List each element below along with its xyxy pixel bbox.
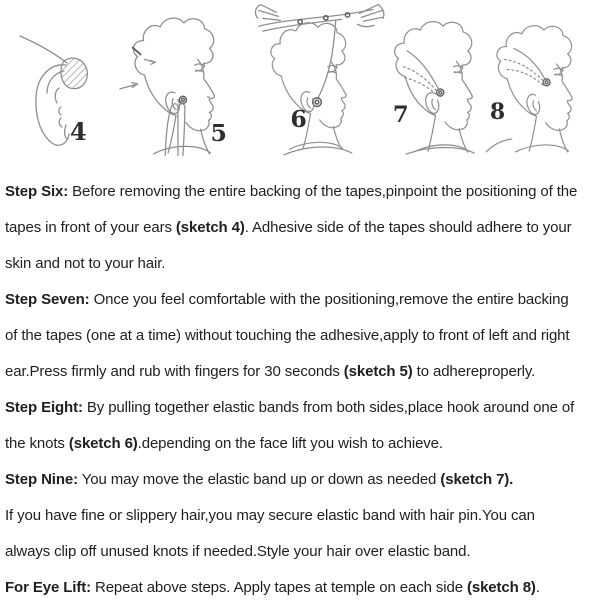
band-dotted-line — [504, 59, 542, 80]
hook-ring-center — [315, 100, 319, 104]
band-knot — [345, 13, 349, 17]
sketch-figure-strip — [0, 0, 600, 168]
ear-tragus-line-2 — [59, 118, 62, 127]
text-run: If you have fine or slippery hair,you may secure elastic band with hair pin.You can — [5, 507, 535, 524]
collar-line — [515, 145, 568, 152]
instruction-line-3 — [5, 246, 597, 282]
text-run: Step Nine: — [5, 471, 78, 488]
text-run: the knots — [5, 435, 69, 452]
instruction-line-7 — [5, 390, 597, 426]
back-of-head — [144, 75, 176, 115]
instruction-line-10 — [5, 498, 597, 534]
instruction-line-6 — [5, 354, 597, 390]
text-run: Step Six: — [5, 183, 69, 200]
shoulder-line — [486, 139, 512, 152]
hook-ring-center — [439, 91, 442, 94]
text-run: Before removing the entire backing of the tapes,pinpoint the positioning of the — [68, 183, 578, 200]
text-run: ear.Press firmly and rub with fingers for 30 seconds — [5, 363, 344, 380]
instruction-line-9 — [5, 462, 597, 498]
text-run: Step Eight: — [5, 399, 83, 416]
instruction-line-8 — [5, 426, 597, 462]
text-run: (sketch 8) — [466, 579, 536, 596]
eye-line — [196, 71, 204, 72]
press-tape-with-fingers-sketch — [112, 10, 240, 156]
text-run: . — [535, 579, 540, 596]
ear-tragus-line — [59, 107, 61, 115]
sketch-number: 4 — [70, 117, 87, 146]
instructions-text — [5, 174, 597, 600]
text-run: By pulling together elastic bands from both sides,place hook around one of — [82, 399, 575, 416]
instruction-line-2 — [5, 210, 597, 246]
text-run: to adhereproperly. — [412, 363, 536, 380]
collar-line — [153, 146, 210, 154]
instruction-line-1 — [5, 174, 597, 210]
temple-hook-ring — [543, 79, 550, 86]
finger-edge-2 — [183, 107, 185, 156]
text-run: (sketch 5) — [343, 363, 413, 380]
head-figure — [271, 23, 352, 155]
text-run: (sketch 4) — [175, 219, 245, 236]
text-run: You may move the elastic band up or down as needed — [77, 471, 441, 488]
eyebrow-line — [195, 64, 205, 66]
eyebrow-line — [453, 66, 462, 68]
text-run: (sketch 6) — [68, 435, 138, 452]
band-knot — [324, 16, 328, 20]
sketch-number: 8 — [489, 98, 506, 125]
sketch-number: 7 — [392, 101, 409, 128]
instruction-line-12 — [5, 570, 597, 600]
eye-line — [555, 75, 562, 76]
band-over-crown-line — [407, 51, 438, 89]
eyebrow-line — [554, 68, 563, 70]
ear-inner-line — [432, 99, 436, 109]
ear-lobe-line — [65, 125, 67, 139]
instruction-line-11 — [5, 534, 597, 570]
left-hand — [255, 5, 280, 21]
hook-ring — [437, 89, 444, 96]
text-run: Step Seven: — [5, 291, 90, 308]
sketch-number: 6 — [290, 104, 307, 133]
band-dotted-line-2 — [505, 70, 543, 86]
tape-coil — [179, 96, 186, 103]
text-run: of the tapes (one at a time) without touching the adhesive,apply to front of left and right — [5, 327, 570, 344]
ear-inner-line — [307, 98, 310, 108]
text-run: always clip off unused knots if needed.Style your hair over elastic band. — [5, 543, 471, 560]
tape-coil-center — [181, 98, 184, 101]
arrow-to-ear — [120, 83, 138, 89]
tape-string-line — [20, 36, 67, 63]
instruction-line-5 — [5, 318, 597, 354]
string-line — [318, 20, 336, 98]
text-run: tapes in front of your ears — [5, 219, 176, 236]
text-run: . Adhesive side of the tapes should adhere to your — [244, 219, 572, 236]
arrow-to-hairline — [144, 59, 155, 64]
sketch-number: 5 — [210, 119, 227, 148]
text-run: Once you feel comfortable with the positioning,remove the entire backing — [89, 291, 569, 308]
eye-line — [329, 72, 336, 73]
hook-elastic-band-knot-sketch — [243, 0, 386, 157]
text-run: (sketch 7). — [440, 471, 514, 488]
back-of-head — [507, 79, 536, 117]
text-run: Repeat above steps. Apply tapes at temple on each side — [90, 579, 467, 596]
band-knot — [298, 20, 302, 24]
eye-line — [454, 72, 462, 73]
text-run: For Eye Lift: — [5, 579, 91, 596]
text-run: skin and not to your hair. — [5, 255, 166, 272]
temple-hook-center — [545, 81, 548, 84]
ear-inner-line — [533, 101, 536, 111]
text-run: .depending on the face lift you wish to achieve. — [137, 435, 443, 452]
ear-inner-line — [55, 88, 59, 103]
hatched-tape-shape — [61, 58, 87, 88]
back-of-head — [405, 76, 435, 115]
ear-tape-placement-sketch — [14, 26, 120, 152]
instruction-line-4 — [5, 282, 597, 318]
temple-tape-eye-lift-sketch — [477, 13, 596, 159]
